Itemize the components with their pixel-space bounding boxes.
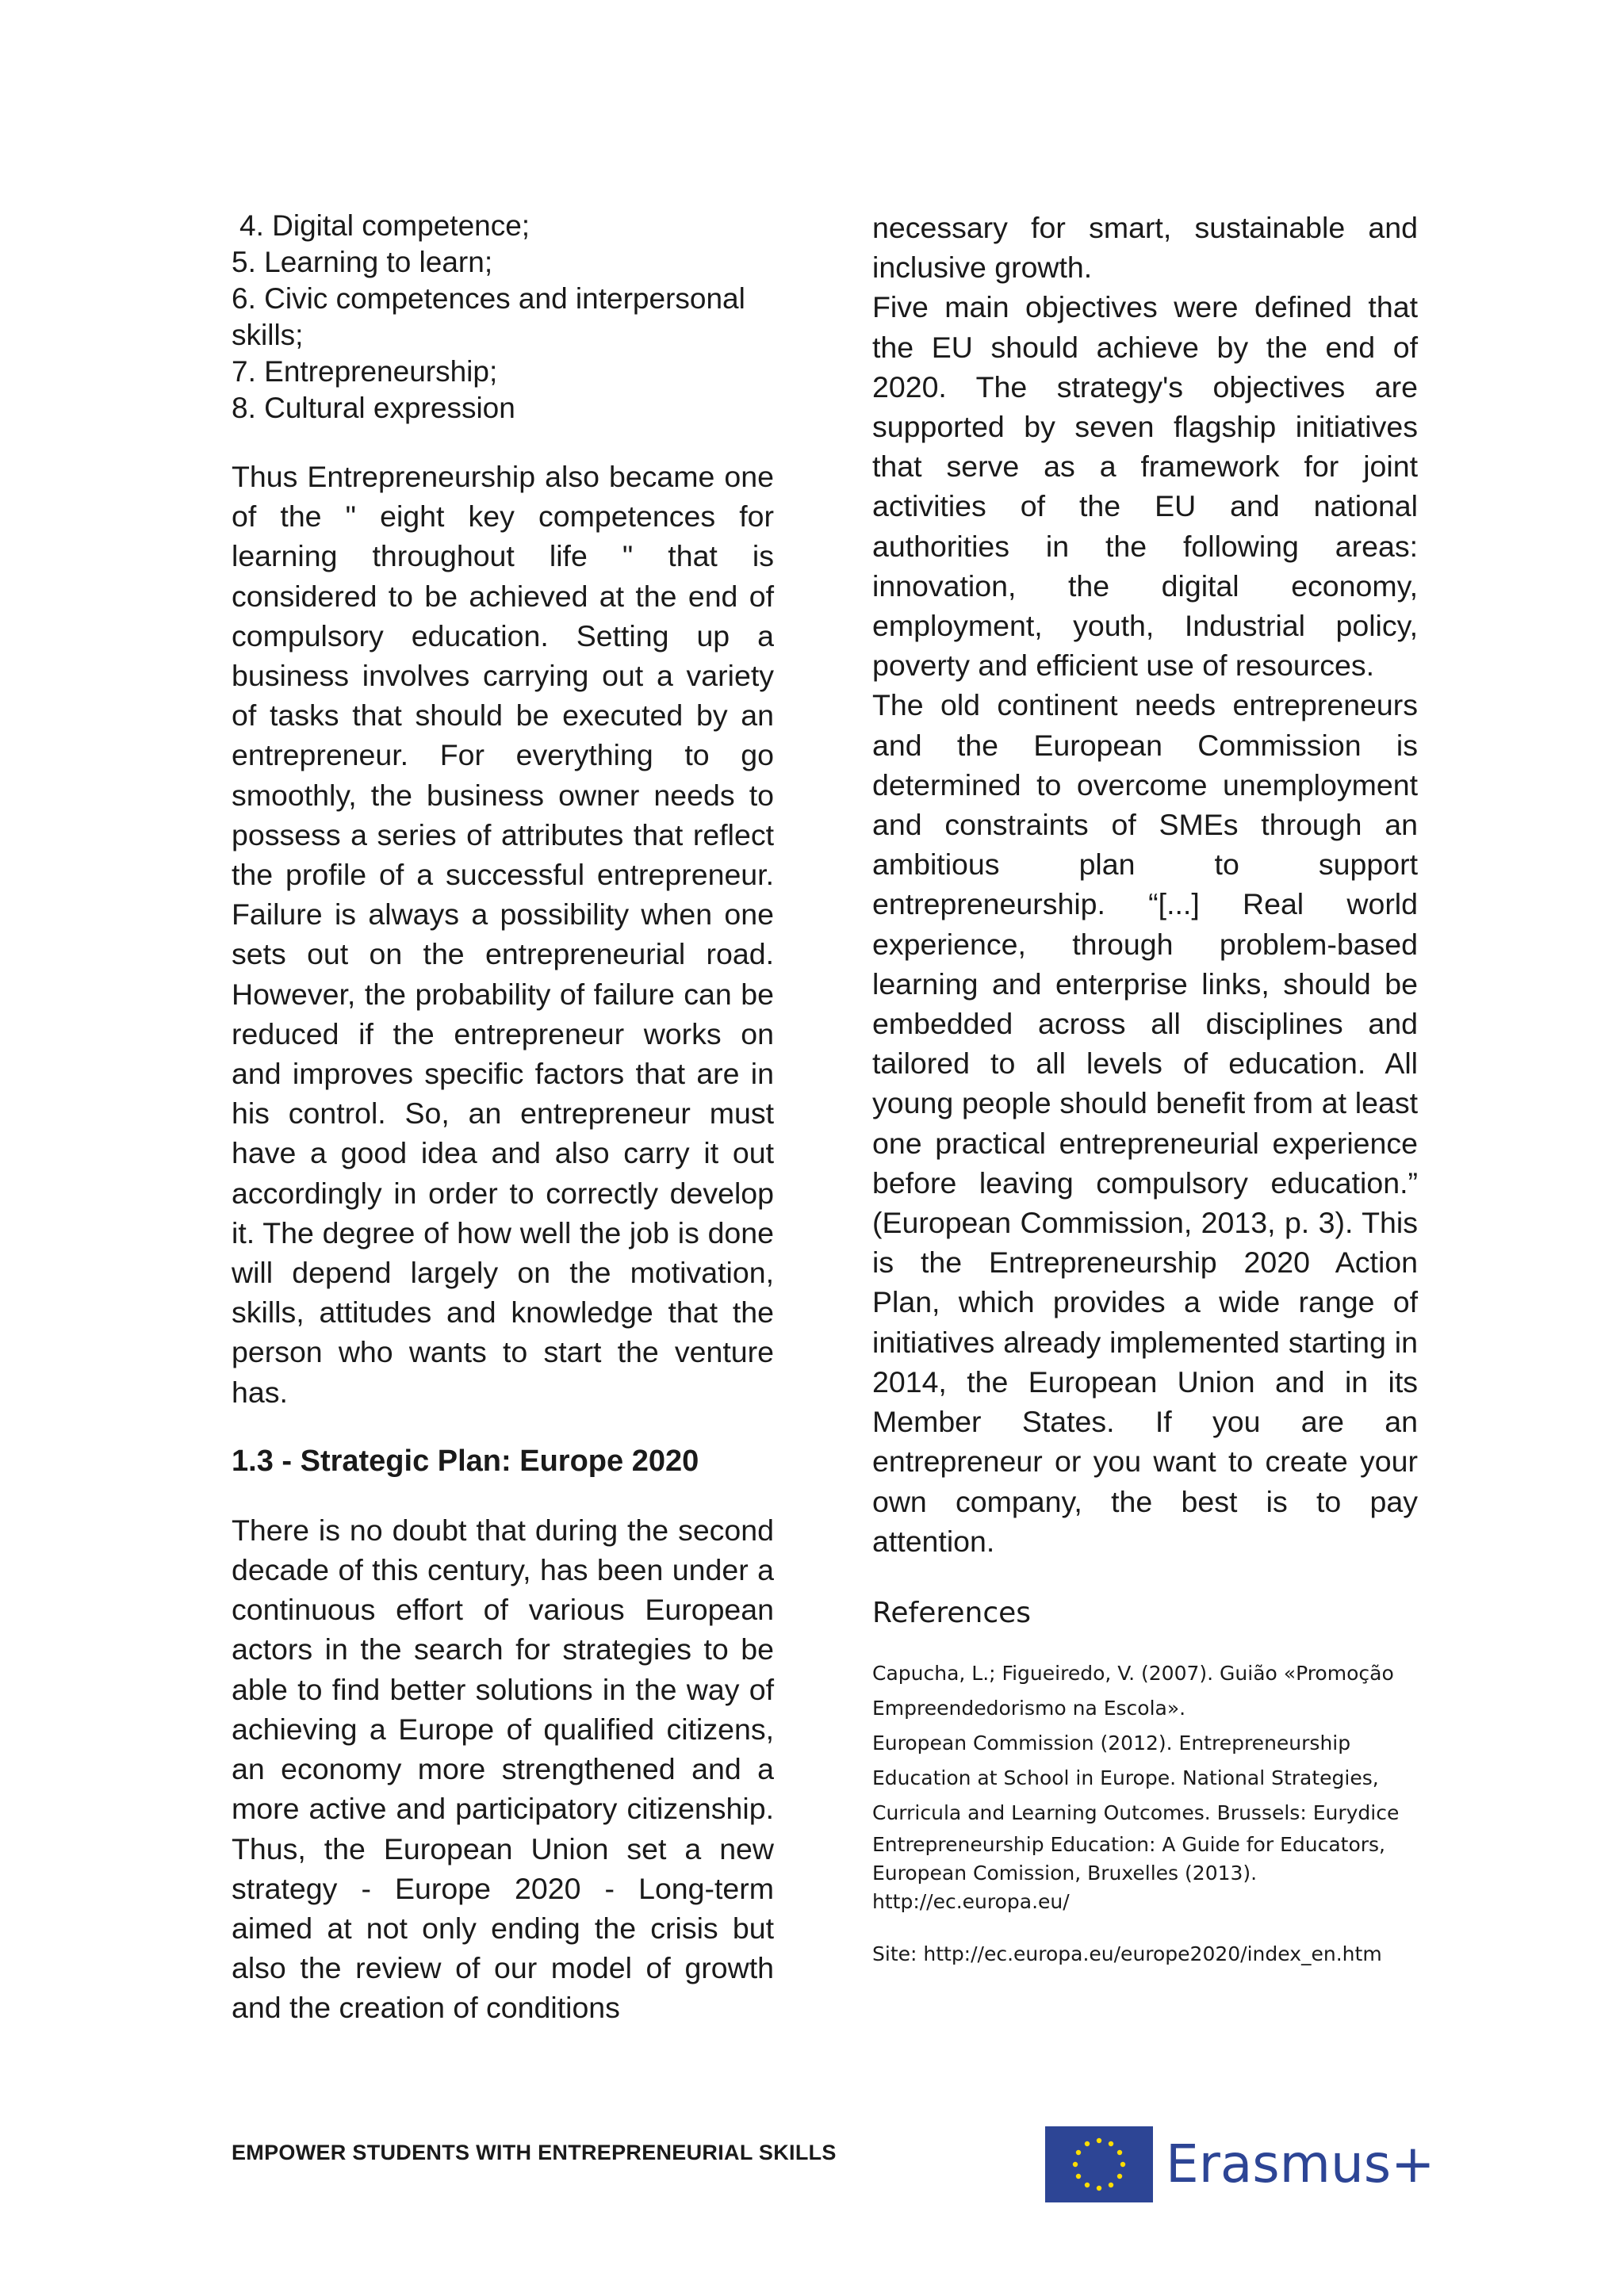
erasmus-logo (1045, 2126, 1435, 2204)
eu-star-icon (1117, 2150, 1122, 2155)
eu-star-icon (1109, 2183, 1113, 2187)
paragraph: The old continent needs entrepreneurs and the European Commission is determined to overcome unemployment and constraints of SMEs through an ambitious plan to support entrepreneurship. “[...] Real world experience, through problem-based learning and enterprise links, should be embedded across all disciplines and tailored to all levels of education. All young people should benefit from at least one practical entrepreneurial experience before leaving compulsory education.” (European Commission, 2013, p. 3). This is the Entrepreneurship 2020 Action Plan, which provides a wide range of initiatives already implemented starting in 2014, the European Union and in its Member States. If you are an entrepreneur or you want to create your own company, the best is to pay attention. (872, 688, 1418, 1558)
reference-item: European Commission (2012). Entrepreneurship Education at School in Europe. National Strategies, Curricula and Learning Outcomes. Brussels: Eurydice (872, 1731, 1400, 1824)
eu-star-icon (1097, 2138, 1101, 2143)
paragraph: There is no doubt that during the second decade of this century, has been under a continuous effort of various European actors in the search for strategies to be able to find better solutions in the way of achieving a Europe of qualified citizens, an economy more strengthened and a more active and participatory citizenship. Thus, the European Union set a new strategy - Europe 2020 - Long-term aimed at not only ending the crisis but also the review of our model of growth and the creation of conditions (232, 1513, 774, 2025)
eu-star-icon (1097, 2186, 1101, 2191)
eu-star-icon (1085, 2183, 1090, 2187)
eu-star-icon (1120, 2162, 1125, 2167)
eu-star-icon (1076, 2174, 1081, 2179)
site-link[interactable]: Site: http://ec.europa.eu/europe2020/index_en.htm (872, 1942, 1382, 1965)
eu-star-icon (1076, 2150, 1081, 2155)
list-item: 8. Cultural expression (232, 392, 515, 424)
eu-star-icon (1085, 2141, 1090, 2146)
section-heading: 1.3 - Strategic Plan: Europe 2020 (232, 1444, 699, 1478)
right-column (872, 208, 1418, 1972)
paragraph: Five main objectives were defined that the EU should achieve by the end of 2020. The strategy's objectives are supported by seven flagship initiatives that serve as a framework for joint activities of the EU and national authorities in the following areas: innovation, the digital economy, employment, youth, Industrial policy, poverty and efficient use of resources. (872, 290, 1418, 683)
eu-flag-icon (1045, 2126, 1153, 2202)
erasmus-logo-text: Erasmus+ (1166, 2133, 1435, 2195)
list-item: 7. Entrepreneurship; (232, 355, 498, 388)
eu-star-icon (1109, 2141, 1113, 2146)
eu-star-icon (1073, 2162, 1078, 2167)
reference-item: Capucha, L.; Figueiredo, V. (2007). Guião «Promoção Empreendedorismo na Escola». (872, 1661, 1394, 1720)
list-item: 4. Digital competence; (239, 209, 530, 242)
left-column (232, 208, 774, 2028)
reference-item: Entrepreneurship Education: A Guide for Educators, European Comission, Bruxelles (2013). http://ec.europa.eu/ (872, 1832, 1385, 1913)
list-item: 6. Civic competences and interpersonal skills; (232, 282, 745, 351)
footer-text: EMPOWER STUDENTS WITH ENTREPRENEURIAL SKILLS (232, 2141, 837, 2164)
paragraph: Thus Entrepreneurship also became one of the " eight key competences for learning throughout life " that is considered to be achieved at the end of compulsory education. Setting up a business involves carrying out a variety of tasks that should be executed by an entrepreneur. For everything to go smoothly, the business owner needs to possess a series of attributes that reflect the profile of a successful entrepreneur. Failure is always a possibility when one sets out on the entrepreneurial road. However, the probability of failure can be reduced if the entrepreneur works on and improves specific factors that are in his control. So, an entrepreneur must have a good idea and also carry it out accordingly in order to correctly develop it. The degree of how well the job is done will depend largely on the motivation, skills, attitudes and knowledge that the person who wants to start the venture has. (232, 460, 774, 1409)
eu-stars-icon (1045, 2126, 1153, 2202)
paragraph: necessary for smart, sustainable and inclusive growth. (872, 211, 1418, 285)
list-item: 5. Learning to learn; (232, 246, 493, 278)
references-title: References (872, 1596, 1032, 1629)
eu-star-icon (1117, 2174, 1122, 2179)
